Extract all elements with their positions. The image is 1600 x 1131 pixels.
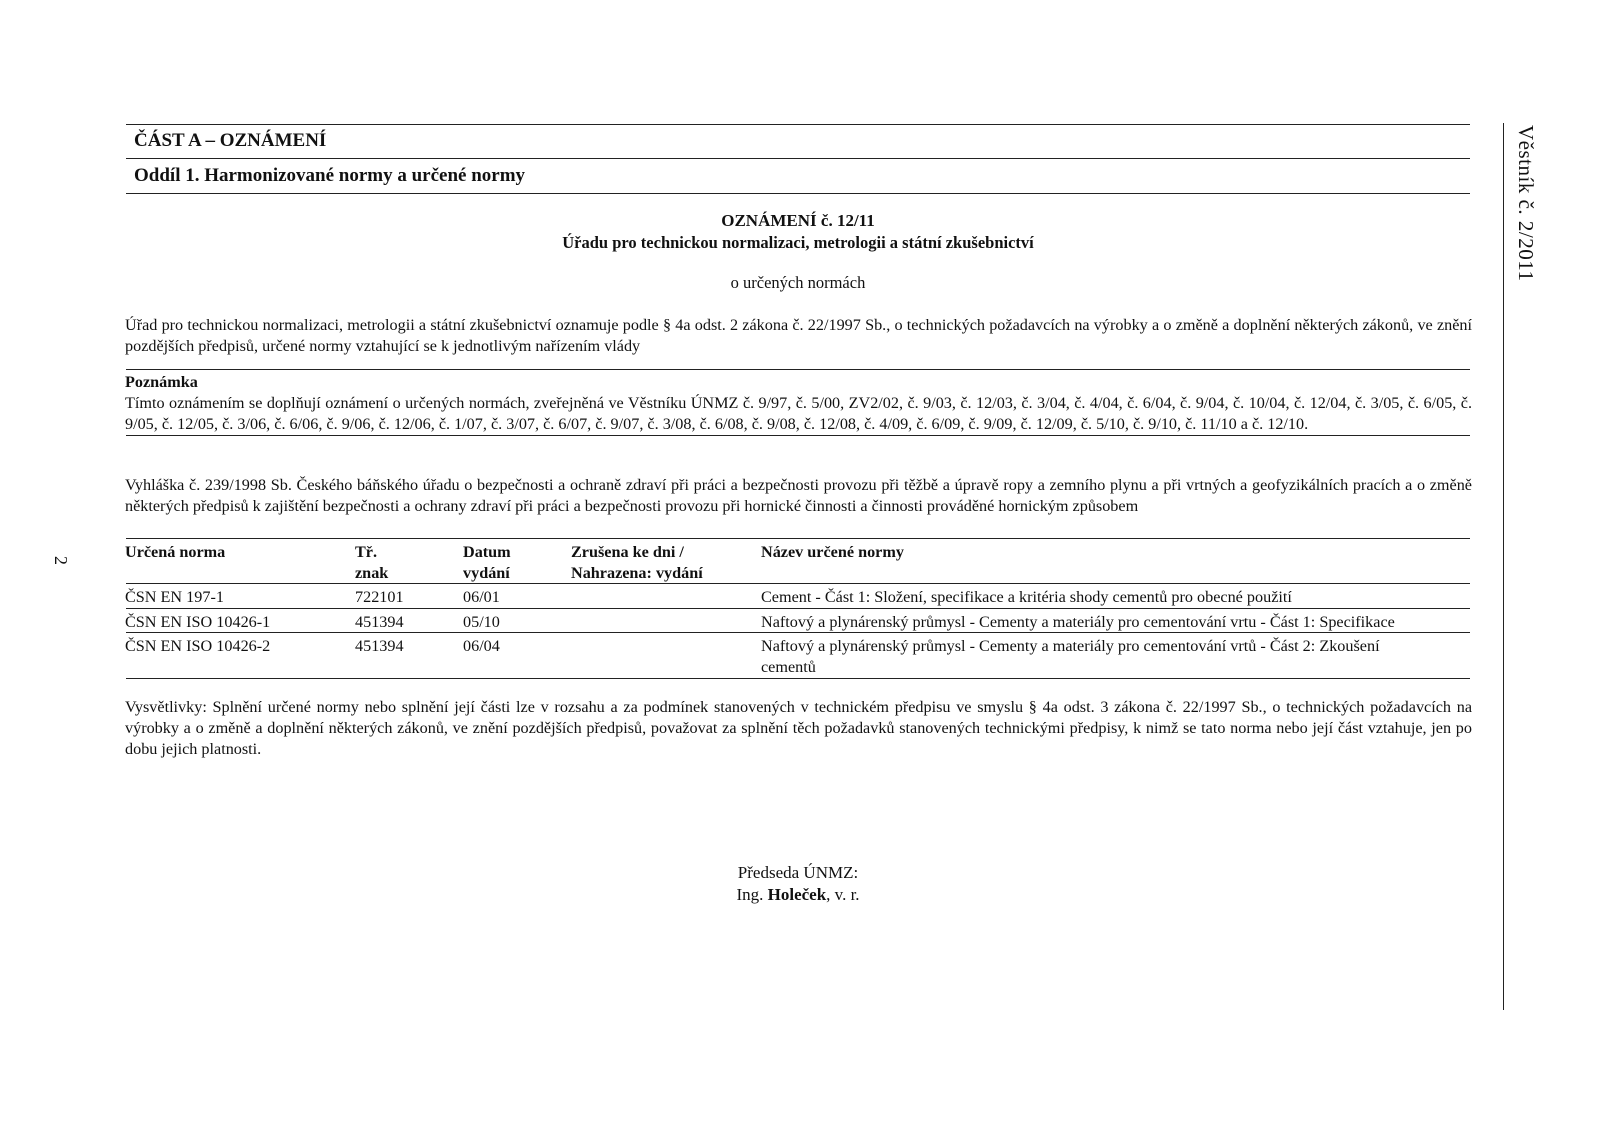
- table-rule-row1: [126, 608, 1470, 609]
- table-rule-row2: [126, 632, 1470, 633]
- note-text: Tímto oznámením se doplňují oznámení o určených normách, zveřejněná ve Věstníku ÚNMZ č. 9/97, č. 5/00, ZV2/02, č. 9/03, č. 12/03, č. 3/04, č. 4/04, č. 6/04, č. 9/04, č. 10/04, č. 12/04, č. 3/05, č. 6/05, č. 9/05, č. 12/05, č. 3/06, č. 6/06, č. 9/06, č. 12/06, č. 1/07, č. 3/07, č. 6/07, č. 9/07, č. 3/08, č. 6/08, č. 9/08, č. 12/08, č. 4/09, č. 6/09, č. 9/09, č. 12/09, č. 5/10, č. 9/10, č. 11/10 a č. 12/10.: [125, 394, 1472, 433]
- row-name: Naftový a plynárenský průmysl - Cementy a materiály pro cementování vrtů - Část 2: Zkoušení: [761, 637, 1380, 655]
- header-cancel-2: Nahrazena: vydání: [571, 564, 703, 582]
- signature-role: Předseda ÚNMZ:: [737, 863, 859, 882]
- header-class: Tř.: [355, 543, 378, 561]
- note-heading: Poznámka: [125, 373, 198, 391]
- rule-top: [126, 124, 1470, 125]
- row-norm: ČSN EN 197-1: [125, 588, 224, 606]
- header-date: Datum: [463, 543, 511, 561]
- table-rule-top: [126, 538, 1470, 539]
- signature-name: Holeček: [767, 885, 827, 904]
- header-class-2: znak: [355, 564, 389, 582]
- page-number: 2: [51, 556, 71, 565]
- table-rule-bottom: [126, 678, 1470, 679]
- notice-subject: o určených normách: [730, 273, 866, 292]
- section-title: Oddíl 1. Harmonizované normy a určené normy: [134, 165, 526, 186]
- regulation-paragraph: Vyhláška č. 239/1998 Sb. Českého báňského úřadu o bezpečnosti a ochraně zdraví při práci a bezpečnosti provozu při těžbě a úpravě ropy a zemního plynu a při vrtných a geofyzikálních pracích a o změně některých předpisů k zajištění bezpečnosti a ochrany zdraví při práci a bezpečnosti provozu při hornické činnosti a činnosti prováděné hornickým způsobem: [125, 476, 1472, 515]
- signature-suffix: , v. r.: [826, 885, 860, 904]
- row-name: Cement - Část 1: Složení, specifikace a kritéria shody cementů pro obecné použití: [761, 588, 1292, 606]
- right-vertical-rule: [1503, 123, 1504, 1010]
- rule-section: [126, 193, 1470, 194]
- row-class: 722101: [355, 588, 404, 606]
- part-title: ČÁST A – OZNÁMENÍ: [134, 130, 327, 151]
- side-label: Věstník č. 2/2011: [1514, 125, 1538, 282]
- header-date-2: vydání: [463, 564, 510, 582]
- row-norm: ČSN EN ISO 10426-2: [125, 637, 271, 655]
- rule-note-bottom: [126, 435, 1470, 436]
- row-name-continued: cementů: [761, 658, 816, 676]
- notice-issuer: Úřadu pro technickou normalizaci, metrologii a státní zkušebnictví: [562, 233, 1034, 252]
- notice-title: OZNÁMENÍ č. 12/11: [721, 211, 875, 230]
- table-rule-header: [126, 583, 1470, 584]
- row-date: 05/10: [463, 613, 500, 631]
- header-norm: Určená norma: [125, 543, 226, 561]
- row-class: 451394: [355, 637, 404, 655]
- explanation-paragraph: Vysvětlivky: Splnění určené normy nebo splnění její části lze v rozsahu a za podmínek stanovených v technickém předpisu ve smyslu § 4a odst. 3 zákona č. 22/1997 Sb., o technických požadavcích na výrobky a o změně a doplnění některých zákonů, ve znění pozdějších předpisů, považovat za splnění těch požadavků stanovených technickými předpisy, k nimž se tato norma nebo její část vztahuje, jen po dobu jejich platnosti.: [125, 698, 1472, 758]
- row-name: Naftový a plynárenský průmysl - Cementy a materiály pro cementování vrtu - Část 1: Specifikace: [761, 613, 1395, 631]
- header-cancel: Zrušena ke dni /: [571, 543, 684, 561]
- intro-paragraph: Úřad pro technickou normalizaci, metrologii a státní zkušebnictví oznamuje podle § 4a odst. 2 zákona č. 22/1997 Sb., o technických požadavcích na výrobky a o změně a doplnění některých zákonů, ve znění pozdějších předpisů, určené normy vztahující se k jednotlivým nařízením vlády: [125, 316, 1472, 355]
- signature-name-line: [126, 883, 1470, 906]
- rule-note-top: [126, 369, 1470, 370]
- rule-part: [126, 158, 1470, 159]
- row-date: 06/04: [463, 637, 500, 655]
- header-name: Název určené normy: [761, 543, 904, 561]
- row-date: 06/01: [463, 588, 500, 606]
- row-norm: ČSN EN ISO 10426-1: [125, 613, 271, 631]
- row-class: 451394: [355, 613, 404, 631]
- signature-prefix: Ing.: [736, 885, 764, 904]
